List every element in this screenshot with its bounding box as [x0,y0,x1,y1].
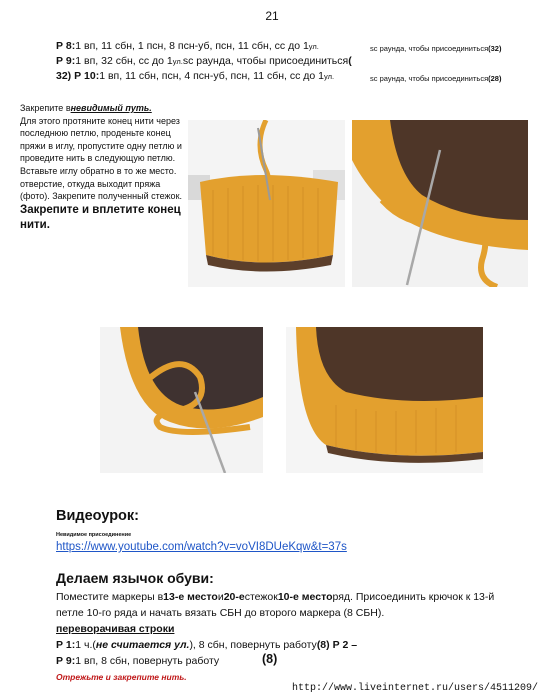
photo-finished-edge [286,327,483,473]
fasten-off-note: Отрежьте и закрепите нить. [56,672,187,682]
row-9-count: (8) [262,652,278,666]
video-heading: Видеоурок: [56,508,139,524]
photo-loop-needle [100,327,263,473]
round-row-8-note: sc раунда, чтобы присоединиться(32) [370,44,502,53]
fasten-instructions: Закрепите вневидимый путь. Для этого протяните конец нити через последнюю петлю, проденьте конец пряжи в иглу, пропустите одну петлю и проведите нить в следующую петлю. Вставьте иглу обратно в то же место. отверстие, откуда выходит пряжа (фото). Закрепите полученный стежок. Закрепите и вплетите конец нити. [20,103,183,231]
page-number: 21 [265,9,279,23]
round-row-10: 32) Р 10:1 вп, 11 сбн, псн, 4 псн-уб, псн, 11 сбн, сс до 1ул. [56,70,335,82]
photo-shoe-side [188,120,345,287]
photo-inside-needle [352,120,528,287]
video-subheading: Невидимое присоединение [56,532,132,538]
tongue-heading: Делаем язычок обуви: [56,570,214,586]
youtube-link[interactable]: https://www.youtube.com/watch?v=voVI8DUeKqw&t=37s [56,541,347,553]
round-row-9: Р 9:1 вп, 32 сбн, сс до 1ул.sc раунда, чтобы присоединиться( [56,55,352,67]
round-row-8: Р 8:1 вп, 11 сбн, 1 псн, 8 псн-уб, псн, 11 сбн, сс до 1ул. [56,40,319,52]
round-row-10-note: sc раунда, чтобы присоединиться(28) [370,74,502,83]
footer-url: http://www.liveinternet.ru/users/4511209/ [291,683,538,694]
tongue-instructions: Поместите маркеры в13-е местои20-естежок10-е месторяд. Присоединить крючок к 13-й петле 10-го ряда и начать вязать СБН до второго маркера (8 СБН). переворачивая строки Р 1:1 ч.(не считается ул.), 8 сбн, повернуть работу(8) Р 2 – Р 9:1 вп, 8 сбн, повернуть работу [56,591,495,667]
